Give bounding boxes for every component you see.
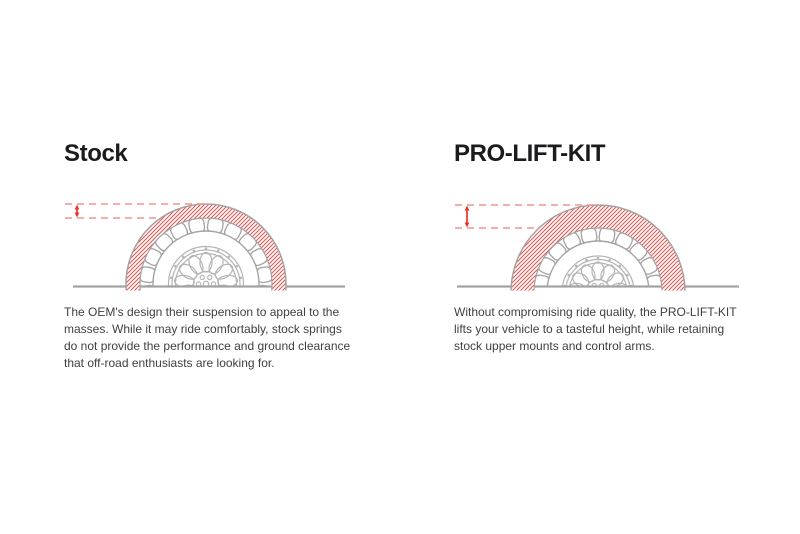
panel-pro-lift-kit [445,140,790,375]
stock-title: Stock [64,140,128,167]
gap-arrow-head-up [75,205,80,210]
lifted-wheel-clearance-diagram [445,190,790,300]
pro-lift-kit-title: PRO-LIFT-KIT [454,140,606,167]
tire-tread-knob [533,292,551,300]
tire-tread-knob [646,292,664,300]
gap-arrow-head-up [465,206,470,211]
stock-wheel-clearance-diagram [55,190,400,300]
panel-stock [55,140,400,375]
gap-arrow-head-down [75,213,80,218]
gap-arrow-head-down [465,223,470,228]
stock-description: The OEM's design their suspension to appeal to the masses. While it may ride comfortably, stock springs do not provide the performance and ground clearance that off-road enthusiasts are looking for. [64,305,351,370]
pro-lift-kit-description: Without compromising ride quality, the PRO-LIFT-KIT lifts your vehicle to a tasteful height, while retaining stock upper mounts and control arms. [454,305,737,353]
